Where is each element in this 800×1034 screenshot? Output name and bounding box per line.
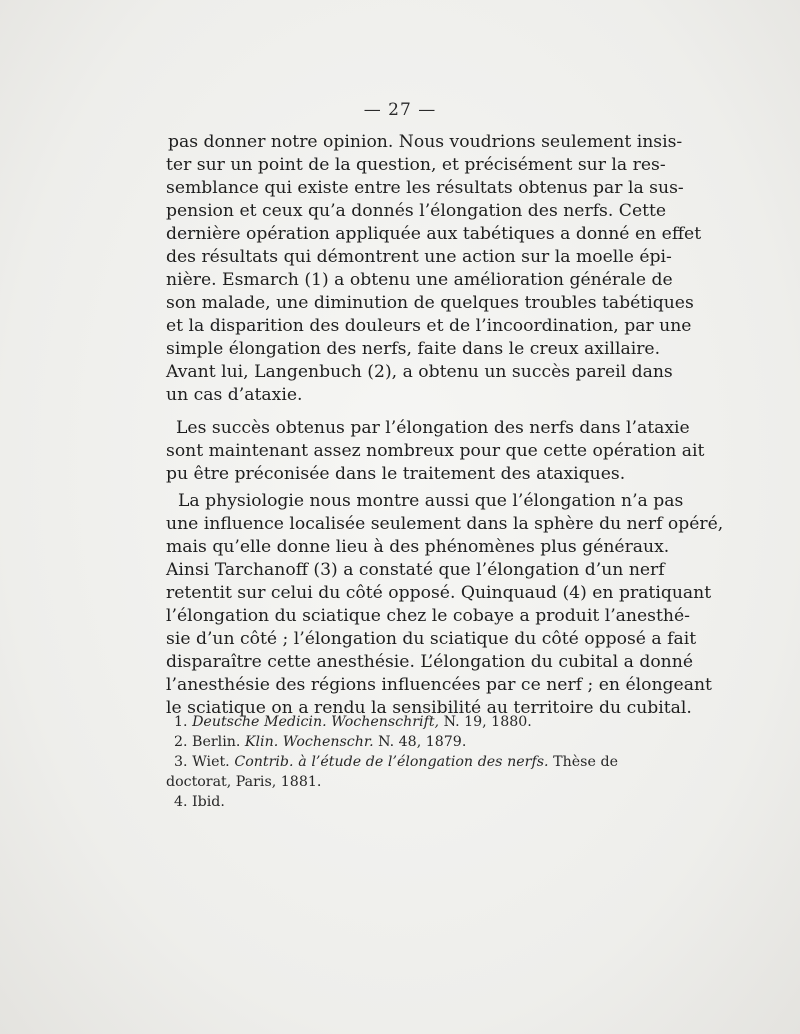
paragraph-1 bbox=[166, 131, 702, 407]
text-line: semblance qui existe entre les résultats obtenus par la sus- bbox=[166, 178, 684, 198]
footnote-3 bbox=[166, 752, 618, 772]
text-line: simple élongation des nerfs, faite dans le creux axillaire. bbox=[166, 339, 661, 359]
footnote-3-continuation: doctorat, Paris, 1881. bbox=[166, 774, 322, 790]
text-line: l’élongation du sciatique chez le cobaye a produit l’anesthé- bbox=[166, 606, 690, 626]
text-line: mais qu’elle donne lieu à des phénomènes plus généraux. bbox=[166, 537, 670, 557]
text-line: sie d’un côté ; l’élongation du sciatique du côté opposé a fait bbox=[166, 629, 697, 649]
footnote-rest: N. 19, 1880. bbox=[439, 714, 532, 730]
text-line: Avant lui, Langenbuch (2), a obtenu un succès pareil dans bbox=[166, 362, 673, 382]
text-line: son malade, une diminution de quelques troubles tabétiques bbox=[166, 293, 694, 313]
text-line: le sciatique on a rendu la sensibilité au territoire du cubital. bbox=[166, 698, 692, 718]
text-line: ter sur un point de la question, et précisément sur la res- bbox=[166, 155, 666, 175]
footnote-rest: Thèse de bbox=[548, 754, 618, 770]
text-line: pas donner notre opinion. Nous voudrions seulement insis- bbox=[168, 132, 683, 152]
footnote-2 bbox=[166, 732, 618, 752]
paragraph-3 bbox=[166, 490, 724, 720]
text-line: Ainsi Tarchanoff (3) a constaté que l’élongation d’un nerf bbox=[166, 560, 665, 580]
text-line: des résultats qui démontrent une action sur la moelle épi- bbox=[166, 247, 672, 267]
text-line: sont maintenant assez nombreux pour que cette opération ait bbox=[166, 441, 705, 461]
text-line: pension et ceux qu’a donnés l’élongation des nerfs. Cette bbox=[166, 201, 667, 221]
main-text bbox=[166, 131, 724, 720]
text-line: disparaître cette anesthésie. L’élongation du cubital a donné bbox=[166, 652, 693, 672]
footnote-title: Deutsche Medicin. Wochenschrift, bbox=[192, 714, 440, 730]
paragraph-gap bbox=[166, 407, 618, 417]
footnote-1 bbox=[166, 712, 618, 732]
footnotes bbox=[166, 712, 618, 812]
footnote-number: 1. bbox=[174, 714, 188, 730]
text-line: une influence localisée seulement dans la sphère du nerf opéré, bbox=[166, 514, 724, 534]
footnote-prefix: 3. Wiet. bbox=[174, 754, 235, 770]
text-line: nière. Esmarch (1) a obtenu une amélioration générale de bbox=[166, 270, 673, 290]
paragraph-2 bbox=[166, 417, 705, 486]
footnote-title: Klin. Wochenschr. bbox=[244, 734, 374, 750]
footnote-title: Contrib. à l’étude de l’élongation des nerfs. bbox=[234, 754, 549, 770]
text-line: et la disparition des douleurs et de l’incoordination, par une bbox=[166, 316, 692, 336]
text-line: retentit sur celui du côté opposé. Quinquaud (4) en pratiquant bbox=[166, 583, 712, 603]
footnote-rest: N. 48, 1879. bbox=[373, 734, 467, 750]
footnote-prefix: 2. Berlin. bbox=[174, 734, 245, 750]
footnote-4: 4. Ibid. bbox=[174, 794, 225, 810]
text-line: l’anesthésie des régions influencées par ce nerf ; en élongeant bbox=[166, 675, 712, 695]
text-line: un cas d’ataxie. bbox=[166, 385, 303, 405]
page-number: — 27 — bbox=[363, 100, 437, 120]
text-line: pu être préconisée dans le traitement des ataxiques. bbox=[166, 464, 626, 484]
text-line: dernière opération appliquée aux tabétiques a donné en effet bbox=[166, 224, 702, 244]
text-line: Les succès obtenus par l’élongation des nerfs dans l’ataxie bbox=[176, 418, 690, 438]
text-line: La physiologie nous montre aussi que l’élongation n’a pas bbox=[178, 491, 684, 511]
